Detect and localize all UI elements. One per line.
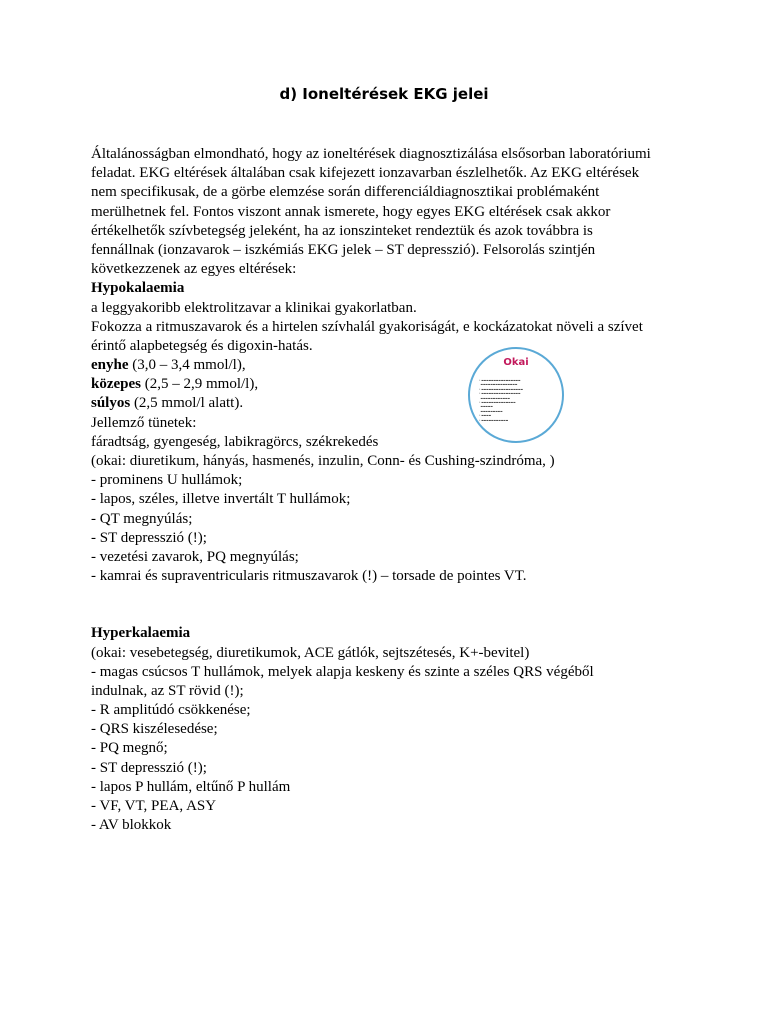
hypo-desc-line: Fokozza a ritmuszavarok és a hirtelen szívhalál gyakoriságát, e kockázatokat növeli a szívet (91, 318, 643, 335)
severity-value: (2,5 mmol/l alatt). (130, 395, 244, 412)
page-title: d) Ioneltérések EKG jelei (279, 85, 489, 103)
section-spacer (91, 586, 691, 624)
intro-line: nem specifikusak, de a görbe elemzése során differenciáldiagnosztikai problémaként (91, 184, 600, 201)
hyper-ekg-item: - VF, VT, PEA, ASY (91, 798, 217, 814)
hyperkalaemia-section (91, 624, 691, 835)
severity-value: (2,5 – 2,9 mmol/l), (141, 376, 259, 393)
intro-line: feladat. EKG eltérések általában csak kifejezett ionzavarban észlelhetők. Az EKG eltérések (91, 165, 640, 182)
hyper-ekg-item: - PQ megnő; (91, 740, 168, 757)
hyper-ekg-item: - R amplitúdó csökkenése; (91, 702, 251, 719)
hyperkalaemia-heading: Hyperkalaemia (91, 625, 191, 642)
hypo-ekg-item: - kamrai és supraventricularis ritmuszavarok (!) – torsade de pointes VT. (91, 568, 527, 585)
intro-line: következzenek az egyes eltérések: (91, 261, 297, 278)
intro-line: fennállnak (ionzavarok – iszkémiás EKG jelek – ST depresszió). Felsorolás szintjén (91, 241, 596, 258)
hyper-ekg-item: - AV blokkok (91, 817, 172, 834)
severity-severe (91, 394, 691, 413)
symptoms-text: fáradtság, gyengeség, labikragörcs, székrekedés (91, 433, 379, 450)
hypokalaemia-heading: Hypokalaemia (91, 280, 185, 297)
severity-label: enyhe (91, 357, 129, 374)
hypo-desc-line: a leggyakoribb elektrolitzavar a klinikai gyakorlatban. (91, 299, 417, 316)
okai-figure (468, 347, 564, 443)
intro-paragraph (91, 145, 691, 279)
okai-illegible-list: • ▬▬▬▬▬▬▬▬▬▬▬▬▬▬▬▬ ▬▬▬▬▬▬▬▬▬▬▬▬▬▬▬ • ▬▬▬▬▬▬▬▬▬▬▬▬▬▬▬▬▬ • ▬▬▬▬▬▬▬▬▬▬▬▬▬▬▬▬ ▬▬▬▬▬▬▬▬▬▬▬▬ • ▬▬▬▬▬▬▬▬▬▬▬▬▬▬ ▬▬▬▬▬ ▬▬▬▬▬▬▬▬▬ • ▬▬▬▬ • ▬▬▬▬▬▬▬▬▬▬▬ (479, 379, 524, 422)
hyper-ekg-item: - magas csúcsos T hullámok, melyek alapja keskeny és szinte a széles QRS végéből (91, 663, 594, 680)
intro-line: merülhetnek fel. Fontos viszont annak ismerete, hogy egyes EKG eltérések csak akkor (91, 203, 611, 220)
severity-value: (3,0 – 3,4 mmol/l), (128, 357, 246, 374)
document-body (91, 145, 691, 835)
hypo-ekg-item: - prominens U hullámok; (91, 472, 243, 489)
hyper-ekg-item: - lapos P hullám, eltűnő P hullám (91, 778, 291, 795)
symptoms-label: Jellemző tünetek: (91, 414, 197, 431)
hypokalaemia-section (91, 279, 691, 586)
intro-line: értékelhetők szívbetegség jeleként, ha az ionszinteket rendeztük és azok továbbra is (91, 222, 593, 239)
hypo-ekg-item: - vezetési zavarok, PQ megnyúlás; (91, 548, 299, 565)
severity-label: közepes (91, 376, 141, 393)
hypo-desc-line: érintő alapbetegség és digoxin-hatás. (91, 337, 313, 354)
hyper-causes: (okai: vesebetegség, diuretikumok, ACE gátlók, sejtszétesés, K+-bevitel) (91, 644, 530, 661)
hypo-causes: (okai: diuretikum, hányás, hasmenés, inzulin, Conn- és Cushing-szindróma, ) (91, 453, 555, 469)
severity-label: súlyos (91, 395, 131, 412)
hyper-ekg-item: - ST depresszió (!); (91, 759, 207, 776)
intro-line: Általánosságban elmondható, hogy az ioneltérések diagnosztizálása elsősorban laboratóriumi (91, 146, 651, 162)
hyper-ekg-item: indulnak, az ST rövid (!); (91, 682, 244, 699)
hyper-ekg-item: - QRS kiszélesedése; (91, 721, 218, 738)
severity-moderate (91, 375, 691, 394)
okai-title: Okai (503, 357, 529, 368)
hypo-ekg-item: - lapos, széles, illetve invertált T hullámok; (91, 491, 351, 508)
severity-mild (91, 356, 691, 375)
hypo-ekg-item: - QT megnyúlás; (91, 510, 193, 527)
hypo-ekg-item: - ST depresszió (!); (91, 529, 207, 546)
